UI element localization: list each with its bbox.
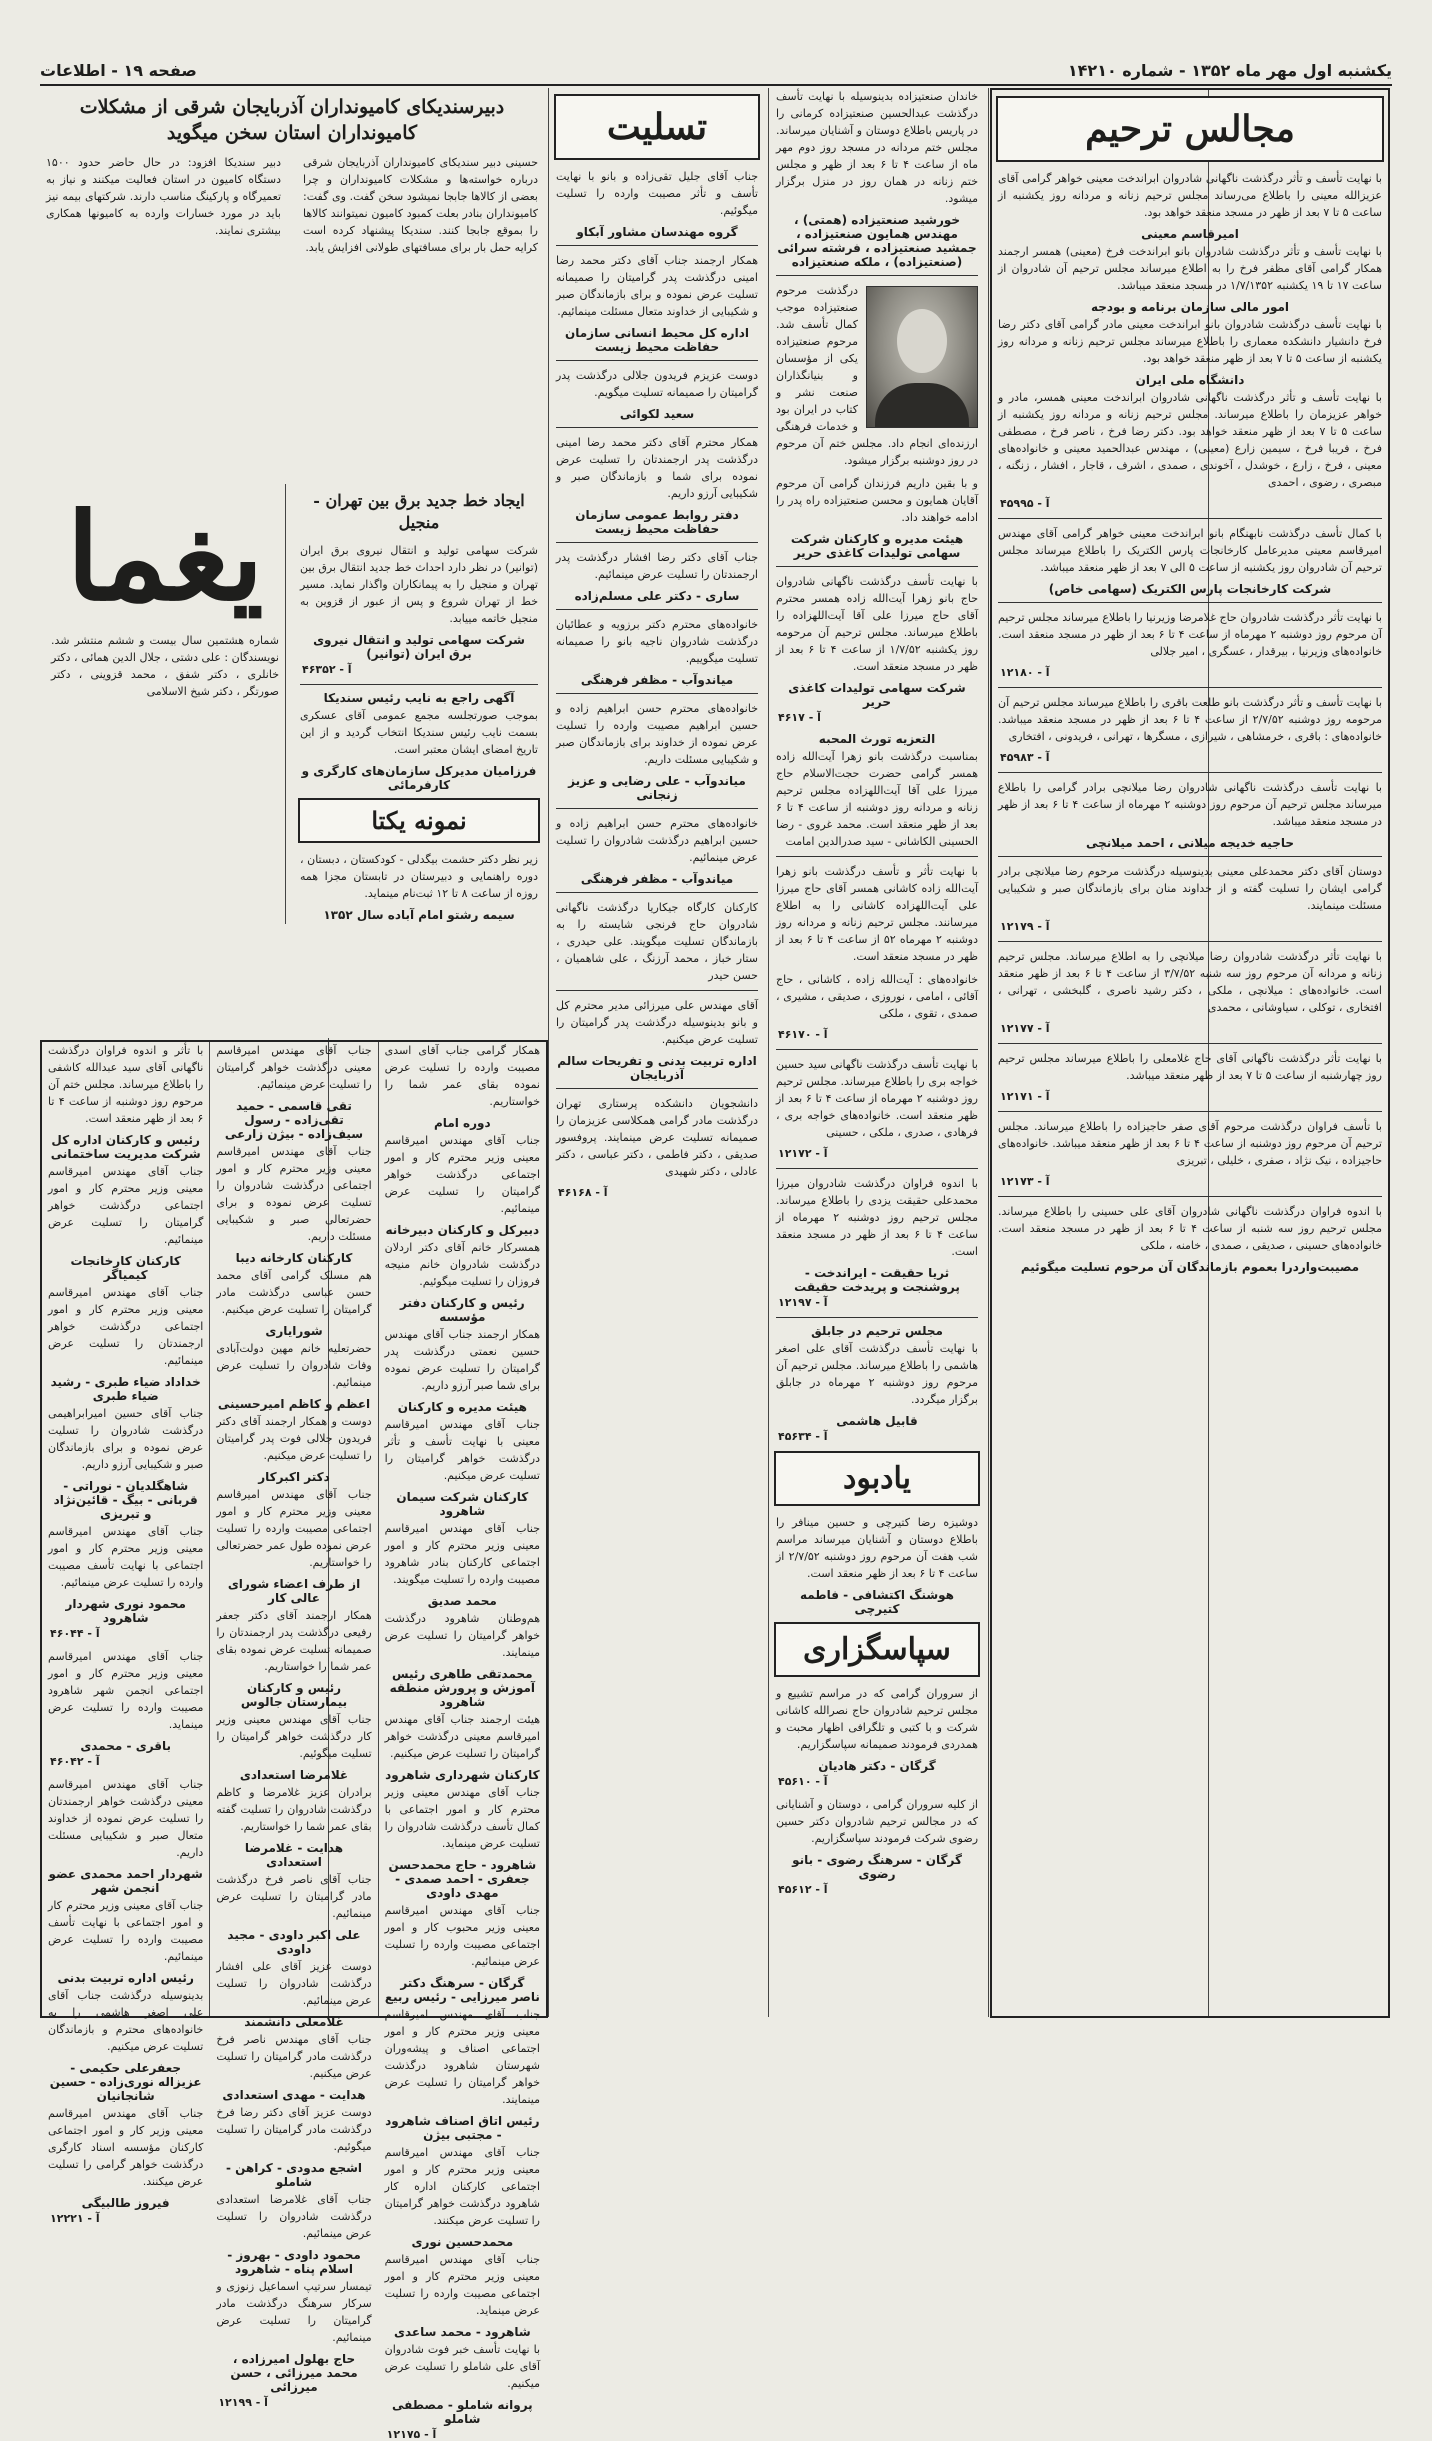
lower-news-block (40, 484, 544, 924)
notice-text: با نهایت تأسف و تأثر درگذشت ناگهانی شادروان ابراندخت معینی خواهر گرامی آقای عزیزالله معینی را باطلاع می‌رساند مجلس ترحیم زنانه و مردانه روز یکشنبه از ساعت ۵ تا ۷ بعد از ظهر در مسجد منعقد خواهد بود. (998, 172, 1382, 219)
notice-text: آقای مهندس علی میرزائی مدیر محترم کل و بانو بدینوسیله درگذشت پدر گرامیتان را تسلیت عرض میکنیم. (556, 999, 758, 1046)
column-rule (548, 88, 549, 2017)
notice-ref: آ - ۴۵۹۸۳ (1000, 751, 1050, 764)
notice-signature: خداداد ضیاء طبری - رشید ضیاء طبری (50, 1375, 201, 1403)
notice-heading: مجلس ترحیم در جابلق (811, 1324, 943, 1338)
notice-text: با نهایت تأسف و تأثر درگذشت شادروان بانو ابراندخت فرخ (معینی) همسر ارجمند همکار گرامی آقای مظفر فرخ را به اطلاع میرساند مجلس ترحیم آن شادروان از ساعت ۱۷ تا ۱۹ یکشنبه ۱/۷/۱۳۵۲ در مسجد منعقد میباشد. (998, 245, 1382, 292)
news-headline-power-line: ایجاد خط جدید برق بین تهران - منجیل (313, 491, 525, 532)
notice-text: همسرکار خانم آقای دکتر اردلان درگذشت شادروان خانم منیجه فروزان را تسلیت میگوئیم. (384, 1241, 540, 1288)
notice-signature: از طرف اعضاء شورای عالی کار (227, 1577, 361, 1605)
notice-text: همکار ارجمند جناب آقای مهندس حسین نعمتی درگذشت پدر گرامیتان را تسلیت عرض نموده برای شما صبر آرزو داریم. (384, 1328, 540, 1392)
notice-ref: آ - ۴۶۱۷ (778, 711, 821, 724)
notice-text: دوست عزیزم فریدون جلالی درگذشت پدر گرامیتان را صمیمانه تسلیت میگویم. (556, 369, 758, 399)
notice-text: با نهایت تأثر درگذشت شادروان رضا میلانچی را به اطلاع میرساند. مجلس ترحیم زنانه و مردانه آن مرحوم روز سه شنبه ۳/۷/۵۲ از ساعت ۴ تا ۶ بعد از ظهر منعقد است. خانواده‌های : میلانچی ، ملکی ، دکتر رشید ناصری ، گلبخشی ، تهرانی ، افتخاری ، توکلی ، سیاوشانی ، محمدی (998, 950, 1383, 1014)
divider (556, 892, 758, 893)
notice-signature: کارکنان کارخانه دیبا (235, 1251, 353, 1265)
divider (998, 1111, 1382, 1112)
magazine-logo: یغما (66, 487, 264, 628)
notice-signature: قابیل هاشمی (836, 1414, 918, 1428)
news-block-right (294, 484, 544, 924)
notice-ref: آ - ۴۶۱۶۸ (558, 1186, 608, 1199)
notice-ref: آ - ۱۲۱۷۷ (1000, 1022, 1050, 1035)
condolence-box (40, 1040, 548, 2441)
notice-signature: امیرقاسم معینی (1141, 227, 1239, 241)
notice-text: تیمسار سرتیپ اسماعیل زنوزی و سرکار سرهنگ درگذشت مادر گرامیتان را تسلیت عرض مینمائیم. (216, 2280, 372, 2344)
notice-text: جناب آقای مهندس امیرقاسم معینی وزیر محترم کار و امور اجتماعی درگذشت خواهر ارجمندتان را تسلیت عرض مینمائیم. (48, 1286, 204, 1367)
notice-text: حضرتعلیه خانم مهین دولت‌آبادی وفات شادروان را تسلیت عرض مینمائیم. (216, 1342, 372, 1389)
notice-ref: آ - ۱۲۱۷۹ (1000, 920, 1050, 933)
notice-text: بمناسبت درگذشت بانو زهرا آیت‌الله زاده همسر گرامی حضرت حجت‌الاسلام حاج میرزا علی آقا آیت‌اللهزاده مجلس ترحیم زنانه و مردانه روز دوشنبه از ساعت ۴ تا ۶ بعد از ظهر منعقد است. محمد غروی - رضا الحسینی الکاشانی - سید صدرالدین امامت (776, 750, 978, 848)
column-obituaries-1 (990, 88, 1390, 2018)
notice-text: با اندوه فراوان درگذشت شادروان میرزا محمدعلی حقیقت یزدی را باطلاع میرساند. مجلس ترحیم روز دوشنبه ۲ مهرماه از ساعت ۴ تا ۶ بعد از ظهر در مسجد منعقد است. (776, 1177, 979, 1258)
notice-signature: دفتر روابط عمومی سازمان حفاظت محیط زیست (575, 508, 739, 536)
notice-ref: آ - ۴۵۶۱۰ (778, 1775, 828, 1788)
notice-text: جناب آقای مهندس امیرقاسم معینی وزیر محترم کار و امور اجتماعی اصناف و پیشه‌وران شهرستان شاهرود درگذشت خواهر گرامیتان را تسلیت عرض مینمایند. (384, 2008, 540, 2106)
divider (776, 1049, 978, 1050)
divider (556, 360, 758, 361)
divider (998, 602, 1382, 603)
divider (776, 275, 978, 276)
notice-text: برادران عزیز غلامرضا و کاظم درگذشت شادروان را تسلیت گفته بقای عمر شما را خواستاریم. (216, 1786, 372, 1833)
notice-signature: رئیس و کارکنان اداره کل شرکت مدیریت ساختمانی (50, 1133, 201, 1161)
notice-signature: اعظم و کاظم امیرحسینی (217, 1397, 371, 1411)
notice-text: درگذشت مرحوم صنعتیزاده موجب کمال تأسف شد. مرحوم صنعتیزاده یکی از مؤسسان و بنیانگذاران صنعت نشر و کتاب در ایران بود و خدمات فرهنگی ارزنده‌ای انجام داد. مجلس ختم آن مرحوم در روز دوشنبه برگزار میشود. (776, 284, 978, 467)
notice-text: همکار محترم آقای دکتر محمد رضا امینی درگذشت پدر ارجمندتان را تسلیت عرض نموده برای شما و بازماندگان صبر و شکیبایی آرزو داریم. (556, 436, 758, 500)
notice-signature: گرگان - سرهنگ دکتر ناصر میرزایی - رئیس ربیع (384, 1976, 540, 2004)
divider (998, 856, 1382, 857)
divider (776, 1168, 978, 1169)
notice-signature: شاهگلدیان - نوراتی - قربانی - بیگ - قائین‌نژاد و تبریزی (53, 1479, 198, 1521)
notice-heading: آگهی راجع به نایب رئیس سندیکا (323, 691, 515, 705)
notice-signature: فیروز طالبیگی (81, 2196, 170, 2210)
notice-text: با تأسف فراوان درگذشت مرحوم آقای صفر حاجیزاده را باطلاع میرساند. مجلس ترحیم آن مرحوم روز دوشنبه از ساعت ۴ تا ۶ بعد از ظهر منعقد میباشد. خانواده‌های حاجیزاده ، نیک نژاد ، صفری ، خلیلی ، تبریزی (998, 1120, 1382, 1167)
divider (556, 427, 758, 428)
column-rule (768, 88, 769, 2017)
header-page-number: صفحه ۱۹ - اطلاعات (40, 61, 197, 80)
notice-text: جناب آقای جلیل تقی‌زاده و بانو با نهایت تأسف و تأثر مصیبت وارده را تسلیت میگوئیم. (556, 170, 758, 217)
news-body (40, 154, 544, 484)
notice-signature: شاهرود - حاج محمدحسن جعفری - احمد صمدی - مهدی داودی (388, 1858, 537, 1900)
notice-signature: میاندوآب - علی رضایی و عزیز زنجانی (568, 774, 746, 802)
notice-signature: حاج بهلول امیرزاده ، محمد میرزائی ، حسن میرزائی (230, 2352, 358, 2394)
notice-ref: آ - ۴۶۰۴۲ (50, 1755, 100, 1768)
condolence-subcol-right (378, 1042, 546, 2441)
notice-text: با کمال تأسف درگذشت نابهنگام بانو ابراندخت معینی خواهر گرامی آقای مهندس امیرقاسم معینی مدیرعامل کارخانجات پارس الکتریک را باطلاع میرساند مجلس ترحیم آن شادروان روز یکشنبه از ساعت ۵ الی ۷ بعد از ظهر منعقد میباشد. (998, 527, 1382, 574)
condolence-subcol-left (42, 1042, 209, 2225)
notice-text: خانواده‌های محترم دکتر برزویه و عطائیان درگذشت شادروان ناجیه بانو را صمیمانه تسلیت میگوییم. (556, 618, 758, 665)
notice-text: جناب آقای مهندس امیرقاسم معینی وزیر محبوب کار و امور اجتماعی مصیبت وارده را تسلیت عرض مینمائیم. (384, 1904, 540, 1968)
notice-text: جناب آقای مهندس ناصر فرخ درگذشت مادر گرامیتان را تسلیت عرض میکنیم. (216, 2033, 372, 2080)
column-condolences (550, 88, 764, 1199)
notice-text: جناب آقای مهندس معینی وزیر محترم کار و امور اجتماعی با کمال تأسف درگذشت شادروان را تسلیت عرض مینماید. (384, 1786, 540, 1850)
notice-signature: کارکنان شهرداری شاهرود (385, 1768, 540, 1782)
notice-text: با اندوه فراوان درگذشت ناگهانی شادروان آقای علی حسینی را باطلاع میرساند. مجلس ترحیم روز سه شنبه از ساعت ۴ تا ۶ بعد از ظهر در مسجد منعقد است. خانواده‌های حسینی ، صدیقی ، صمدی ، خامنه ، ملکی (998, 1205, 1382, 1252)
notice-text: با نهایت تأسف درگذشت ناگهانی سید حسین خواجه بری را باطلاع میرساند. مجلس ترحیم روز دوشنبه ۲ مهرماه از ساعت ۴ تا ۶ بعد از ظهر منعقد است. خانواده‌های خواجه بری ، فرهادی ، صدری ، ملکی ، حسینی (776, 1058, 978, 1139)
notice-text: دوستان آقای دکتر محمدعلی معینی بدینوسیله درگذشت مرحوم رضا میلانچی برادر گرامی ایشان را تسلیت گفته و از خداوند منان برای بازماندگان صبر و شکیبایی مسئلت مینمایند. (998, 865, 1382, 912)
notice-text: با نهایت تأسف درگذشت شادروان بانو ابراندخت معینی مادر گرامی آقای دکتر رضا فرخ دانشیار دانشکده معماری را باطلاع میرساند مجلس ترحیم زنانه و مردانه روز یکشنبه از ساعت ۵ تا ۷ بعد از ظهر منعقد خواهد بود. (998, 318, 1382, 365)
news-text: دبیر سندیکا افزود: در حال حاضر حدود ۱۵۰۰ دستگاه کامیون در استان فعالیت میکنند و نیاز به تعمیرگاه و پارکینگ مناسب دارند. شرکتهای بیمه نیز باید در مورد خسارات وارده به کامیونها همکاری بیشتری نمایند. (46, 156, 281, 237)
notice-signature: محمود داودی - بهروز - اسلام پناه - شاهرود (227, 2248, 361, 2276)
divider (556, 990, 758, 991)
notice-text: با نهایت تأثر درگذشت ناگهانی آقای حاج غلامعلی را باطلاع میرساند مجلس ترحیم روز چهارشنبه از ساعت ۵ تا ۷ بعد از ظهر منعقد میباشد. (998, 1052, 1382, 1082)
portrait-face (897, 309, 947, 373)
ad-text: زیر نظر دکتر حشمت بیگدلی - کودکستان ، دبستان ، دوره راهنمایی و دبیرستان در تابستان مجزا همه روزه از ساعت ۸ تا ۱۲ ثبت‌نام مینماید. (300, 853, 538, 900)
notice-ref: آ - ۱۲۱۹۹ (218, 2396, 268, 2409)
divider (998, 1196, 1382, 1197)
divider (998, 687, 1382, 688)
notice-signature: کارکنان کارخانجات کیمیاگر (70, 1254, 181, 1282)
ad-title-school: نمونه یکتا (298, 798, 540, 843)
divider (998, 1043, 1382, 1044)
notice-signature: سعید لکوائی (619, 407, 695, 421)
section-title-memorials: مجالس ترحیم (996, 96, 1384, 162)
section-title-remembrance: یادبود (774, 1451, 980, 1506)
notice-text: جناب آقای مهندس معینی وزیر کار درگذشت خواهر گرامیتان را تسلیت میگوئیم. (216, 1713, 372, 1760)
divider (998, 518, 1382, 519)
notice-signature: رئیس اتاق اصناف شاهرود - مجتبی بیژن (385, 2114, 540, 2142)
notice-signature: میاندوآب - مظفر فرهنگی (580, 673, 734, 687)
divider (556, 609, 758, 610)
notice-ref: آ - ۴۵۶۳۴ (778, 1430, 828, 1443)
notice-signature: محمدحسین نوری (411, 2235, 514, 2249)
divider (556, 245, 758, 246)
notice-signature: شرکت سهامی تولید و انتقال نیروی برق ایران (توانیر) (313, 633, 525, 661)
notice-text: دوست و همکار ارجمند آقای دکتر فریدون جلالی فوت پدر گرامیتان را تسلیت عرض میکنیم. (216, 1415, 372, 1462)
ad-signature: سیمه رشتو امام آباده سال ۱۳۵۲ (323, 908, 515, 922)
notice-signature: گرگان - سرهنگ رضوی - بانو رضوی (792, 1853, 962, 1881)
portrait-photo (866, 286, 978, 428)
notice-signature: میاندوآب - مظفر فرهنگی (580, 872, 734, 886)
notice-text: با نهایت تأسف و تأثر درگذشت ناگهانی شادروان ابراندخت معینی همسر، مادر و خواهر عزیزمان را باطلاع میرساند. مجلس ترحیم زنانه و مردانه روز یکشنبه از ساعت ۵ تا ۷ بعد از ظهر منعقد خواهد بود. دکتر رضا فرخ ، ناصر فرخ ، مصطفی فرخ ، فریبا فرخ ، سیمین زارع (معینی) ، مهندس عبدالحمید معینی و خانواده‌های معینی ، فرخ ، زارع ، خوشدل ، آخوندی ، صمدی ، اشرف ، قاجار ، افشار ، زنگنه ، مبصری ، رضوی ، احمدی (998, 391, 1382, 489)
divider (998, 941, 1382, 942)
notice-text: جناب آقای مهندس امیرقاسم معینی وزیر محترم کار و امور اجتماعی درگذشت خواهر گرامیتان را تسلیت عرض مینمائیم. (384, 1134, 540, 1215)
notice-ref: آ - ۱۲۱۷۲ (778, 1147, 828, 1160)
notice-signature: رئیس و کارکنان دفتر مؤسسه (400, 1296, 525, 1324)
notice-text: هیئت ارجمند جناب آقای مهندس امیرقاسم معینی درگذشت خواهر گرامیتان را تسلیت عرض میکنیم. (384, 1713, 540, 1760)
notice-signature: تقی قاسمی - حمید تقی‌زاده - رسول سیف‌زاده - بیژن زارعی (224, 1099, 364, 1141)
notice-signature: غلامعلی دانشمند (244, 2015, 344, 2029)
notice-signature: شرکت کارخانجات پارس الکتریک (سهامی خاص) (1048, 582, 1332, 596)
notice-signature: شرکت سهامی تولیدات کاغذی حریر (788, 681, 966, 709)
condolence-subcol-middle (209, 1042, 377, 2409)
notice-signature: رئیس و کارکنان بیمارستان جالوس (240, 1681, 348, 1709)
notice-ref: آ - ۱۲۱۸۰ (1000, 666, 1050, 679)
notice-signature: اداره تربیت بدنی و تفریحات سالم آذربایجان (557, 1054, 757, 1082)
notice-signature: محمد صدیق (427, 1594, 497, 1608)
notice-text: جناب آقای مهندس امیرقاسم معینی وزیر محترم کار و امور اجتماعی مصیبت وارده را تسلیت عرض نموده طول عمر حضرتعالی را خواستاریم. (216, 1488, 372, 1569)
notice-text: بدینوسیله درگذشت جناب آقای علی اصغر هاشمی را به خانواده‌های محترم و بازماندگان تسلیت عرض میکنیم. (48, 1989, 204, 2053)
notice-text: دانشجویان دانشکده پرستاری تهران درگذشت مادر گرامی همکلاسی عزیزمان را صمیمانه تسلیت عرض مینمایند. پروفسور صدیقی ، دکتر فاطمی ، دکتر عباسی ، دکتر عادلی ، دکتر شهیدی (556, 1097, 758, 1178)
notice-text: خانواده‌های محترم حسن ابراهیم زاده و حسین ابراهیم درگذشت شادروان را تسلیت عرض مینمائیم. (556, 817, 758, 864)
notice-text: کارکنان کارگاه جیکاریا درگذشت ناگهانی شادروان حاج فرنجی شایسته را به بازماندگان تسلیت میگویند. علی حیدری ، ستار خباز ، محمد آرزنگ ، علی شاهمیان ، حسن حیدر (556, 901, 758, 982)
divider (776, 566, 978, 567)
notice-text: و با بقین داریم فرزندان گرامی آن مرحوم آقایان همایون و محسن صنعتیزاده راه پدر را ادامه خواهند داد. (776, 477, 978, 524)
notice-text: خاندان صنعتیزاده بدینوسیله با نهایت تأسف درگذشت عبدالحسین صنعتیزاده کرمانی را در پاریس باطلاع دوستان و آشنایان میرساند. مجلس ختم مردانه در مسجد روز دوم مهر ماه از ساعت ۴ تا ۶ بعد از ظهر و مجلس ختم زنانه در همان روز در منزل برگزار میشود. (776, 90, 978, 205)
notice-ref: آ - ۴۶۰۴۴ (50, 1627, 100, 1640)
notice-text: همکار گرامی جناب آقای اسدی مصیبت وارده را تسلیت عرض نموده بقای عمر شما را خواستاریم. (384, 1044, 540, 1108)
notice-signature: غلامرضا استعدادی (239, 1768, 349, 1782)
notice-signature: پروانه شاملو - مصطفی شاملو (391, 2398, 533, 2426)
notice-signature: حاجیه خدیجه میلانی ، احمد میلانچی (1086, 836, 1294, 850)
notice-text: جناب آقای مهندس امیرقاسم معینی وزیر محترم کار و امور اجتماعی انجمن شهر شاهرود مصیبت وارده را تسلیت عرض مینماید. (48, 1650, 204, 1731)
notice-text: جناب آقای غلامرضا استعدادی درگذشت شادروان را تسلیت عرض مینمائیم. (216, 2193, 372, 2240)
notice-text: جناب آقای مهندس امیرقاسم معینی وزیر محترم کار و امور اجتماعی با نهایت تأسف مصیبت وارده را تسلیت عرض مینمائیم. (48, 1525, 204, 1589)
notice-signature: کارکنان شرکت سیمان شاهرود (396, 1490, 529, 1518)
notice-signature: هوشنگ اکتشافی - فاطمه کتیرچی (799, 1588, 955, 1616)
notice-text: خانواده‌های محترم حسن ابراهیم زاده و حسین ابراهیم مصیبت وارده را تسلیت عرض نموده از خداوند برای بازماندگان صبر و شکیبایی مسئلت داریم. (556, 702, 758, 766)
notice-ref: آ - ۴۵۶۱۲ (778, 1883, 828, 1896)
notice-signature: هدایت - غلامرضا استعدادی (244, 1841, 344, 1869)
notice-signature: اشجع مدودی - کراهن - شاملو (225, 2161, 363, 2189)
notice-text: با نهایت تأثر و تأسف درگذشت بانو زهرا آیت‌الله زاده کاشانی همسر آقای حاج میرزا علی آیت‌اللهزاده کاشانی را به اطلاع میرسانند. مجلس ترحیم زنانه و مردانه روز دوشنبه ۲ مهرماه ۵۲ از ساعت ۴ تا ۶ بعد از ظهر در مسجد منعقد است. (776, 865, 978, 963)
divider (556, 693, 758, 694)
notice-text: با نهایت تأسف درگذشت آقای علی اصغر هاشمی را باطلاع میرساند. مجلس ترحیم آن مرحوم روز دوشنبه ۲ مهرماه در جابلق برگزار میگردد. (776, 1342, 978, 1406)
notice-text: جناب آقای معینی وزیر محترم کار و امور اجتماعی با نهایت تأسف مصیبت وارده را تسلیت عرض مینمائیم. (48, 1899, 204, 1963)
notice-text: جناب آقای مهندس امیرقاسم معینی با نهایت تأسف و تأثر درگذشت خواهر گرامیتان را تسلیت عرض میکنیم. (384, 1418, 540, 1482)
notice-text: با تأثر و اندوه فراوان درگذشت ناگهانی آقای سید عبدالله کاشفی را باطلاع میرساند. مجلس ختم آن مرحوم روز دوشنبه از ساعت ۴ تا ۶ بعد از ظهر منعقد است. (48, 1044, 204, 1125)
notice-text: از کلیه سروران گرامی ، دوستان و آشنایانی که در مجالس ترحیم شادروان دکتر حسین رضوی شرکت فرمودند سپاسگزاریم. (776, 1798, 978, 1845)
notice-text: جناب آقای دکتر رضا افشار درگذشت پدر ارجمندتان را تسلیت عرض مینمائیم. (556, 551, 758, 581)
portrait-suit (875, 383, 969, 427)
notice-ref: آ - ۱۲۱۷۵ (386, 2428, 437, 2441)
notice-signature: دوره امام (434, 1116, 491, 1130)
notice-ref: آ - ۱۲۱۷۳ (1000, 1175, 1050, 1188)
header-issue-info: یکشنبه اول مهر ماه ۱۳۵۲ - شماره ۱۴۲۱۰ (1067, 61, 1392, 80)
notice-signature: مصیبت‌واردرا بعموم بازماندگان آن مرحوم تسلیت میگوئیم (1020, 1260, 1360, 1274)
notice-text: هم‌وطنان شاهرود درگذشت خواهر گرامیتان را تسلیت عرض مینمایند. (384, 1612, 540, 1659)
notice-signature: دبیرکل و کارکنان دبیرخانه (385, 1223, 540, 1237)
notice-text: دوشیزه رضا کتیرچی و حسین مینافر را باطلاع دوستان و آشنایان میرساند مراسم شب هفت آن مرحوم روز دوشنبه ۲/۷/۵۲ از ساعت ۴ تا ۶ بعد از ظهر منعقد است. (776, 1516, 978, 1580)
notice-text: با نهایت تأثر درگذشت شادروان حاج غلامرضا وزیرنیا را باطلاع میرساند مجلس ترحیم آن مرحوم روز دوشنبه ۲ مهرماه از ساعت ۴ تا ۶ بعد از ظهر در مسجد منعقد است. خانواده‌های وزیرنیا ، بیرقدار ، عسگری ، امیر جلالی (997, 611, 1382, 658)
notice-signature: محمدتقی طاهری رئیس آموزش و پرورش منطقه شاهرود (389, 1667, 536, 1709)
notice-signature: علی اکبر داودی - مجید داودی (227, 1928, 361, 1956)
notice-text: جناب آقای مهندس امیرقاسم معینی وزیر محترم کار و امور اجتماعی مصیبت وارده را تسلیت عرض مینماید. (384, 2253, 540, 2317)
notice-text: جناب آقای مهندس امیرقاسم معینی وزیر محترم کار و امور اجتماعی درگذشت شادروان را تسلیت عرض نموده و برای حضرتعالی صبر و شکیبایی مسئلت داریم. (216, 1145, 372, 1243)
notice-signature: دانشگاه ملی ایران (1135, 373, 1245, 387)
notice-signature: رئیس اداره تربیت بدنی (57, 1971, 194, 1985)
notice-text: جناب آقای مهندس امیرقاسم معینی وزیر کار و امور اجتماعی کارکنان مؤسسه اسناد کارگری درگذشت خواهر گرامی را تسلیت عرض میکنند. (48, 2107, 204, 2188)
notice-signature: محمود نوری شهردار شاهرود (65, 1597, 186, 1625)
divider (776, 856, 978, 857)
notice-text: جناب آقای حسین امیرابراهیمی درگذشت شادروان را تسلیت عرض نموده و برای بازماندگان صبر و شکیبایی آرزو داریم. (48, 1407, 204, 1471)
notice-ref: آ - ۴۶۳۵۲ (302, 663, 352, 676)
condolence-box-inner (42, 1042, 546, 2441)
notice-text: از سروران گرامی که در مراسم تشییع و مجلس ترحیم شادروان حاج نصرالله کاشانی شرکت و با کتبی و تلگرافی اظهار محبت و همدردی فرمودند صمیمانه سپاسگزاریم. (776, 1687, 978, 1751)
notice-signature: فرزامیان مدیرکل سازمان‌های کارگری و کارفرمائی (301, 764, 537, 792)
notice-text: با نهایت تأسف خبر فوت شادروان آقای علی شاملو را تسلیت عرض میکنیم. (384, 2343, 540, 2390)
notice-signature: جعفرعلی حکیمی - عزیزاله نوری‌زاده - حسین شانجانیان (49, 2061, 202, 2103)
notice-text: با نهایت تأسف درگذشت ناگهانی شادروان حاج بانو زهرا آیت‌الله زاده همسر محترم آقای حاج میرزا علی آقا آیت‌اللهزاده را باطلاع میرساند. مجلس ترحیم آن مرحومه روز یکشنبه ۱/۷/۵۲ از ساعت ۴ تا ۶ بعد از ظهر در مسجد منعقد است. (776, 575, 978, 673)
notice-signature: اداره کل محیط انسانی سازمان حفاظت محیط زیست (565, 326, 749, 354)
news-text: شرکت سهامی تولید و انتقال نیروی برق ایران (توانیر) در نظر دارد احداث خط جدید انتقال برق بین تهران و منجیل را به پیمانکاران واگذار نماید. مسیر خط از تهران شروع و پس از عبور از قزوین به منجیل خاتمه مییابد. (300, 544, 538, 625)
notice-text: با نهایت تأسف و تأثر درگذشت بانو طلعت باقری را باطلاع میرساند مجلس ترحیم آن مرحومه روز دوشنبه ۲/۷/۵۲ از ساعت ۴ تا ۶ بعد از ظهر در مسجد منعقد میباشد. خانواده‌های : باقری ، خرمشاهی ، شیرازی ، مسگرها ، تهرانی ، فریدونی ، افتخاری (998, 696, 1383, 743)
notice-ref: آ - ۱۲۲۲۱ (50, 2212, 100, 2225)
notice-signature: شهردار احمد محمدی عضو انجمن شهر (48, 1867, 203, 1895)
notice-text: همکار ارجمند جناب آقای دکتر محمد رضا امینی درگذشت پدر گرامیتان را صمیمانه تسلیت عرض نموده و برای بازماندگان صبر و شکیبایی از خداوند متعال مسئلت مینمائیم. (556, 254, 758, 318)
notice-ref: آ - ۴۶۱۷۰ (778, 1028, 828, 1041)
notice-signature: دکتر اکبرکار (258, 1470, 330, 1484)
notice-text: جناب آقای مهندس امیرقاسم معینی درگذشت خواهر گرامیتان را تسلیت عرض مینمائیم. (216, 1044, 372, 1091)
notice-text: دوست عزیز آقای علی افشار درگذشت شادروان را تسلیت عرض مینمائیم. (216, 1960, 372, 2007)
divider (998, 772, 1382, 773)
column-news (40, 88, 544, 1038)
page-header (40, 50, 1392, 86)
notice-signature: باقری - محمدی (80, 1739, 172, 1753)
notice-signature: هدایت - مهدی استعدادی (222, 2088, 366, 2102)
notice-signature: امور مالی سازمان برنامه و بودجه (1090, 300, 1290, 314)
notice-signature: هیئت مدیره و کارکنان شرکت سهامی تولیدات کاغذی حریر (790, 532, 964, 560)
divider (300, 684, 538, 685)
notice-text: جناب آقای مهندس امیرقاسم معینی وزیر محترم کار و امور اجتماعی کارکنان اداره کار شاهرود درگذشت خواهر گرامیتان را تسلیت عرض میکنند. (384, 2146, 540, 2227)
divider (556, 542, 758, 543)
magazine-ad (45, 484, 286, 924)
notice-text: بموجب صورتجلسه مجمع عمومی آقای عسکری بسمت نایب رئیس سندیکا انتخاب گردید و از این تاریخ امضای ایشان معتبر است. (300, 709, 538, 756)
notice-families: خانواده‌های : آیت‌الله زاده ، کاشانی ، حاج آقائی ، امامی ، نوروزی ، صدیقی ، مشیری ، صمدی ، تقوی ، ملکی (776, 973, 978, 1020)
divider (776, 1317, 978, 1318)
notice-signature: شاهرود - محمد ساعدی (393, 2325, 531, 2339)
column-obituaries-2 (770, 88, 984, 2018)
notice-signature: گرگان - دکتر هادیان (818, 1759, 936, 1773)
notice-signature: گروه مهندسان مشاور آبکاو (576, 225, 738, 239)
notice-signature: خورشید صنعتیزاده (همتی) ، مهندس همایون صنعتیزاده ، جمشید صنعتیزاده ، فرشته سرائی (صنعتیزاده) ، ملکه صنعتیزاده (777, 213, 977, 269)
notice-text: با نهایت تأسف درگذشت ناگهانی شادروان رضا میلانچی برادر گرامی را باطلاع میرساند مجلس ترحیم آن مرحوم روز دوشنبه ۲ مهرماه از ساعت ۴ تا ۶ بعد از ظهر در مسجد منعقد میباشد. (998, 781, 1383, 828)
notice-signature: هیئت مدیره و کارکنان (397, 1400, 527, 1414)
notice-ref: آ - ۴۵۹۹۵ (1000, 497, 1050, 510)
section-title-gratitude: سپاسگزاری (774, 1622, 980, 1677)
notice-text: دوست عزیز آقای دکتر رضا فرخ درگذشت مادر گرامیتان را تسلیت میگوئیم. (216, 2106, 372, 2153)
notice-ref: آ - ۱۲۱۷۱ (1000, 1090, 1050, 1103)
notice-heading: التعزیه تورث المحبه (818, 732, 936, 746)
notice-ref: آ - ۱۲۱۹۷ (778, 1296, 828, 1309)
notice-text: جناب آقای مهندس امیرقاسم معینی درگذشت خواهر ارجمندتان را تسلیت عرض نموده از خداوند متعال صبر و شکیبایی مسئلت داریم. (48, 1778, 204, 1859)
notice-text: جناب آقای مهندس امیرقاسم معینی وزیر محترم کار و امور اجتماعی کارکنان بنادر شاهرود مصیبت وارده را تسلیت میگویند. (384, 1522, 540, 1586)
divider (556, 808, 758, 809)
section-title-condolence: تسلیت (554, 94, 760, 160)
notice-signature: شورایاری (265, 1324, 323, 1338)
divider (556, 1088, 758, 1089)
notice-text: جناب آقای مهندس امیرقاسم معینی وزیر محترم کار و امور اجتماعی درگذشت خواهر گرامیتان را تسلیت عرض مینمائیم. (48, 1165, 204, 1246)
notice-text: همکار ارجمند آقای دکتر جعفر رفیعی درگذشت پدر ارجمندتان را صمیمانه تسلیت عرض نموده بقای عمر شما را خواستاریم. (216, 1609, 372, 1673)
notice-text: جناب آقای ناصر فرخ درگذشت مادر گرامیتان را تسلیت عرض مینمائیم. (216, 1873, 372, 1920)
column-rule (988, 88, 989, 2017)
notice-text: هم مسلک گرامی آقای محمد حسن عباسی درگذشت مادر گرامیتان را تسلیت عرض میکنیم. (216, 1269, 372, 1316)
news-text: حسینی دبیر سندیکای کامیونداران آذربایجان شرقی درباره خواسته‌ها و مشکلات کامیونداران و چرا بعضی از کالاها جابجا نمیشود سخن گفت. وی گفت: کامیونداران بنادر بعلت کمبود کامیون نمیتوانند کالاها را بموقع جابجا کنند. سندیکا پیشنهاد کرده است کرایه حمل بار برای مسافتهای طولانی افزایش یابد. (303, 156, 538, 254)
notice-signature: ثریا حقیقت - ایراندخت - پروشنجت و پریدخت حقیقت (794, 1266, 960, 1294)
notice-signature: ساری - دکتر علی مسلم‌زاده (574, 589, 740, 603)
news-headline: دبیرسندیکای کامیونداران آذربایجان شرقی از مشکلات کامیونداران استان سخن میگوید (79, 96, 505, 144)
ad-text: شماره هشتمین سال بیست و ششم منتشر شد. نویسندگان : علی دشتی ، جلال الدین همائی ، دکتر خانلری ، دکتر شفق ، محمد قزوینی ، دکتر صورتگر ، دکتر شیخ الاسلامی (51, 634, 279, 698)
